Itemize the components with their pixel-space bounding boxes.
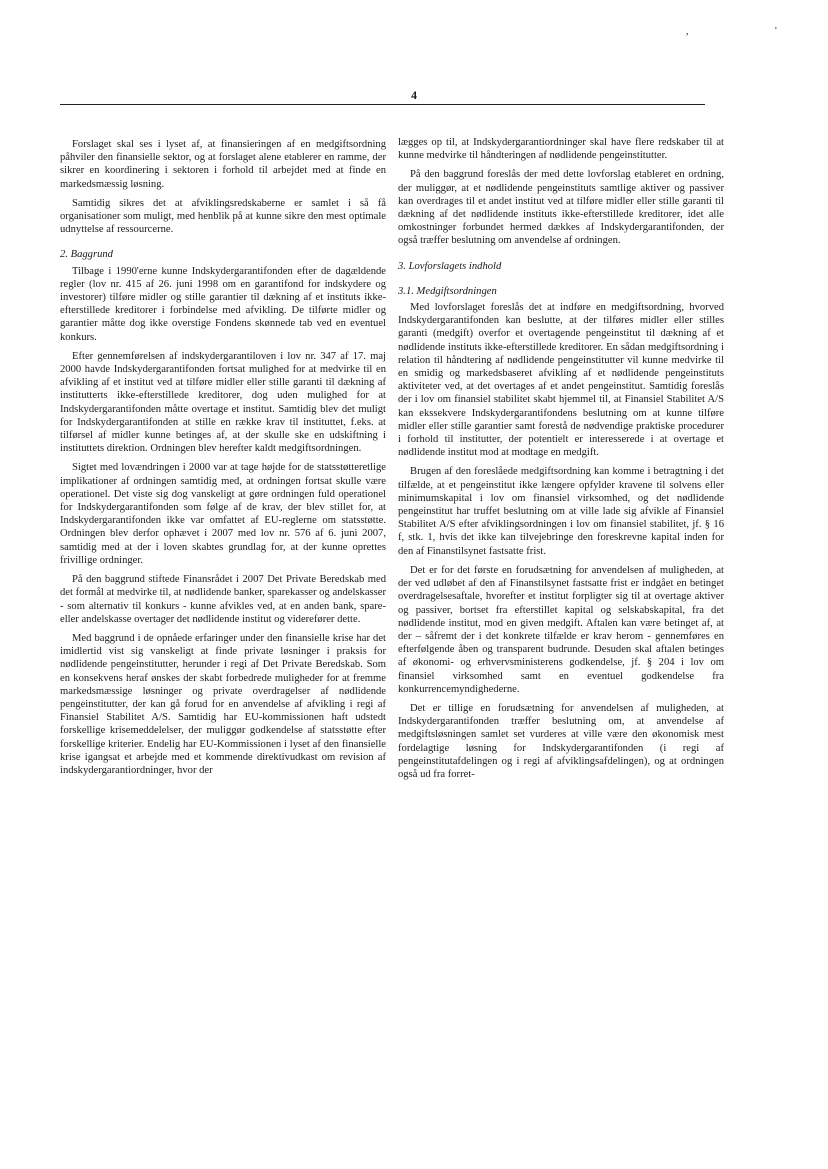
paragraph: Samtidig sikres det at afviklingsredskaberne er samlet i så få organisationer som muligt, med henblik på at kunne sikre den mest optimale udnyttelse af ressourcerne. — [60, 197, 386, 236]
right-column — [398, 136, 724, 787]
paragraph: Med lovforslaget foreslås det at indføre en medgiftsordning, hvorved Indskydergarantifonden kan beslutte, at der tilføres midler eller stilles garanti (medgift) overfor et overtagende pengeinstitut til dækning af et nødlidende instituts ikke-efterstillede kreditorer. En sådan medgiftsordning i relation til håndtering af nødlidende pengeinstitutter vil kunne medvirke til en smidig og markedsbaseret afvikling af et nødlidende pengeinstituts aktiviteter ved, at det overtages af et andet pengeinstitut. Samtidig foreslås der i lov om finansiel stabilitet skabt hjemmel til, at Finansiel Stabilitet A/S kan ekssekvere Indskydergarantifondens beslutning om at kunne tilføre midler eller stille garantier samt forestå de nødvendige praktiske procedurer i forhold til institutter, der potentielt er interesserede i at overtage et nødlidende institut mod at modtage en medgift. — [398, 302, 724, 459]
paragraph: Det er for det første en forudsætning for anvendelsen af muligheden, at der ved udløbet af den af Finanstilsynet fastsatte frist er indgået en betinget overdragelsesaftale, hvorefter et institut forpligter sig til at overtage aktiver og passiver, bortset fra efterstillet kapital og selskabskapital, fra det nødlidende institut, mod en given medgift. Aftalen kan være betinget af, at der – såfremt der i det konkrete tilfælde er krav herom - gennemføres en efterfølgende åben og transparent budrunde. Desuden skal aftalen betinges af økonomi- og erhvervsministerens godkendelse, jf. § 204 i lov om finansiel virksomhed samt en eventuel godkendelse fra konkurrencemyndighederne. — [398, 564, 724, 695]
section-heading: 3.1. Medgiftsordningen — [398, 285, 497, 297]
corner-marks: , ' — [686, 26, 819, 37]
section-heading: 3. Lovforslagets indhold — [398, 260, 502, 272]
paragraph: På den baggrund foreslås der med dette lovforslag etableret en ordning, der muliggør, at et nødlidende pengeinstituts samtlige aktiver og passiver kan overdrages til et andet institut ved at tilføre midler eller stille garanti til dækning af det nødlidende instituts ikke-efterstillede kreditorer, idet alle omkostninger forbundet hermed dækkes af Indskydergarantifonden, der også træffer beslutning om anvendelse af ordningen. — [398, 169, 724, 247]
paragraph: Brugen af den foreslåede medgiftsordning kan komme i betragtning i det tilfælde, at et pengeinstitut ikke længere opfylder kravene til solvens eller minimumskapital i lov om finansiel virksomhed, og det nødlidende pengeinstitut har truffet beslutning om at ville lade sig afvikle af Finansiel Stabilitet A/S efter afviklingsordningen i lov om finansiel stabilitet, jf. § 16 f, stk. 1, hvis det ikke kan tilvejebringe den foreskrevne kapital inden for den af Finanstilsynet fastsatte frist. — [398, 466, 724, 557]
header-rule — [60, 104, 705, 105]
paragraph: Efter gennemførelsen af indskydergarantiloven i lov nr. 347 af 17. maj 2000 havde Indskydergarantifonden fortsat mulighed for at medvirke til en afvikling af et institut ved at tilføre midler eller stille garanti til dækning af institutterts ikke-efterstillede kreditorer, dog uden mulighed for at Indskydergarantifonden måtte overtage et institut. Samtidig blev det muligt for Indskydergarantifonden at stille en række krav til instituttet, f.eks. at tilførsel af midler kunne betinges af, at der skulle ske en udskiftning i instituttets direktion. Ordningen blev herefter kaldt medgiftsordningen. — [60, 350, 386, 455]
paragraph: På den baggrund stiftede Finansrådet i 2007 Det Private Beredskab med det formål at medvirke til, at nødlidende banker, sparekasser og andelskasser - som alternativ til konkurs - kunne afvikles ved, at en anden bank, spare- eller andelskasse overtager det nødlidende institut og viderefører dette. — [60, 574, 386, 625]
paragraph: Sigtet med lovændringen i 2000 var at tage højde for de statsstøtteretlige implikationer af ordningen samtidig med, at ordningen fortsat skulle være operationel. Det viste sig dog vanskeligt at gøre ordningen fuld operationel for Indskydergarantifonden som følge af de krav, der blev stillet for, at Indskydergarantifonden ikke var omfattet af EU-reglerne om statsstøtte. Ordningen blev derfor ophævet i 2007 med lov nr. 576 af 6. juni 2007, samtidig med at der i loven skabtes grundlag for, at der kunne oprettes frivillige ordninger. — [60, 462, 386, 566]
paragraph: Tilbage i 1990'erne kunne Indskydergarantifonden efter de dagældende regler (lov nr. 415 af 26. juni 1998 om en garantifond for indskydere og investorer) tilføre midler og stille garantier til dækning af et instituts ikke-efterstillede kreditorer i forbindelse med afvikling. De tilførte midler og garantier måtte dog ikke overstige Fondens skønnede tab ved en eventuel konkurs. — [60, 265, 386, 343]
paragraph: Forslaget skal ses i lyset af, at finansieringen af en medgiftsordning påhviler den finansielle sektor, og at forslaget alene etablerer en ramme, der sikrer en koordinering i sektoren i forhold til arbejdet med at finde en markedsmæssig løsning. — [60, 139, 386, 190]
paragraph: Med baggrund i de opnåede erfaringer under den finansielle krise har det imidlertid vist sig vanskeligt at finde private løsninger i praksis for nødlidende pengeinstitutter, herunder i regi af Det Private Beredskab. Som en konsekvens heraf ønskes der skabt forbedrede muligheder for at fremme markedsmæssige løsninger og private overdragelser af nødlidende pengeinstitutter, der kan gå forud for en anvendelse af afvikling i regi af Finansiel Stabilitet A/S. Samtidig har EU-kommissionen haft udstedt forskellige krisemeddelelser, der muliggør godkendelse af statsstøtte efter forskellige kriterier. Endelig har EU-Kommissionen i lyset af den finansielle krise igangsat et arbejde med et kommende direktivudkast om revision af indskydergarantiordninger, hvor der — [60, 632, 386, 776]
page-number: 4 — [411, 88, 417, 102]
paragraph: lægges op til, at Indskydergarantiordninger skal have flere redskaber til at kunne medvirke til håndteringen af nødlidende pengeinstitutter. — [398, 137, 724, 162]
paragraph: Det er tillige en forudsætning for anvendelsen af muligheden, at Indskydergarantifonden træffer beslutning om, at anvendelse af medgiftsløsningen samlet set vurderes at ville være den økonomisk mest fordelagtige løsning for Indskydergarantifonden (i regi af pengeinstitutafdelingen og i regi af afviklingsafdelingen), og at ordningen også ud fra forret- — [398, 702, 724, 780]
left-column — [60, 138, 386, 783]
section-heading: 2. Baggrund — [60, 249, 113, 261]
